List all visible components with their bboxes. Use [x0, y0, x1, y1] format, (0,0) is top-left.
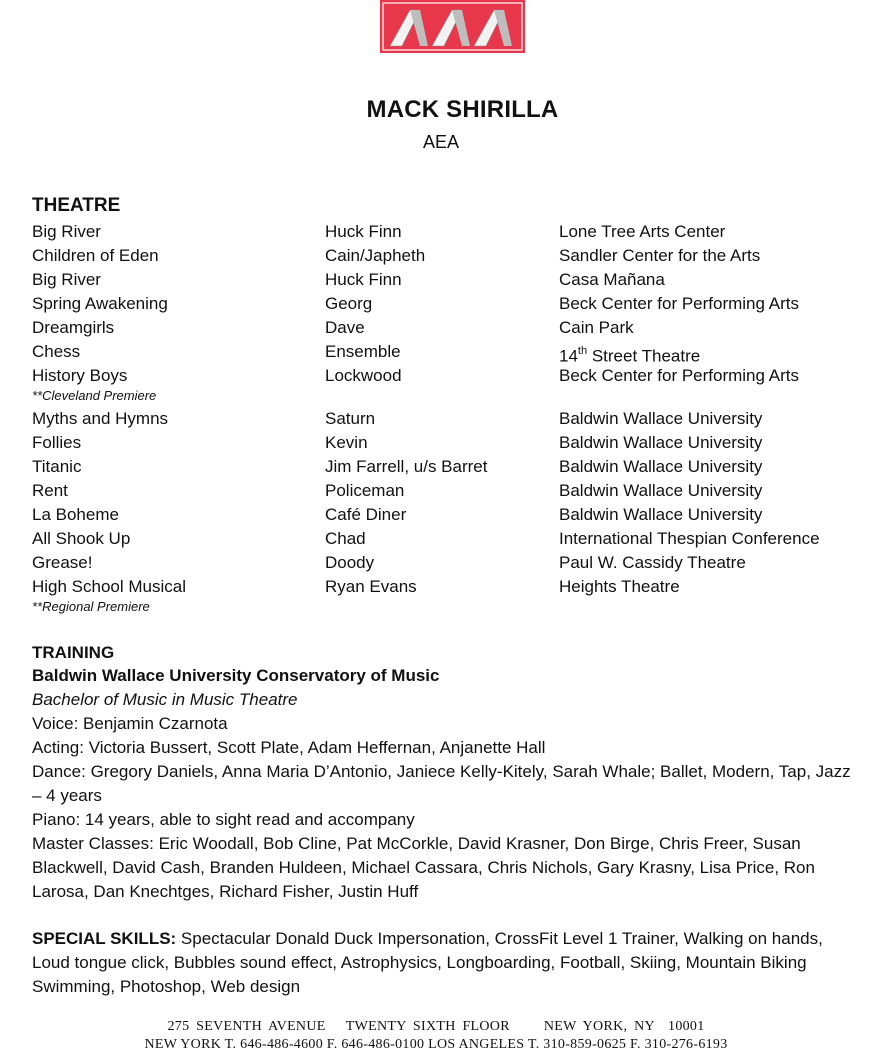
credit-role: Café Diner: [325, 505, 407, 524]
credit-row: [0, 527, 872, 551]
credit-show: Chess: [32, 342, 81, 361]
credit-show: Dreamgirls: [32, 318, 115, 337]
union-affiliation: AEA: [423, 132, 460, 152]
credit-show: Titanic: [32, 457, 82, 476]
credit-venue: Baldwin Wallace University: [559, 433, 763, 452]
credit-venue: Baldwin Wallace University: [559, 481, 763, 500]
credit-show: Follies: [32, 433, 82, 452]
credit-role: Ensemble: [325, 342, 401, 361]
training-dance: Dance: Gregory Daniels, Anna Maria D’Antonio, Janiece Kelly-Kitely, Sarah Whale; Ballet, Modern, Tap, Jazz – 4 years: [32, 762, 851, 805]
credit-venue: Baldwin Wallace University: [559, 457, 763, 476]
credit-show: Big River: [32, 270, 101, 289]
credit-row: [0, 292, 872, 316]
training-degree: Bachelor of Music in Music Theatre: [32, 690, 298, 709]
credit-venue: Sandler Center for the Arts: [559, 246, 761, 265]
credit-role: Cain/Japheth: [325, 246, 426, 265]
credit-row: [0, 575, 872, 599]
credit-venue: Baldwin Wallace University: [559, 409, 763, 428]
premiere-note: **Regional Premiere: [32, 599, 150, 614]
training-master-classes: Master Classes: Eric Woodall, Bob Cline, Pat McCorkle, David Krasner, Don Birge, Chris Freer, Susan Blackwell, David Cash, Branden Huldeen, Michael Cassara, Chris Nichols, Gary Krasny, Lisa Price, Ron Larosa, Dan Knechtges, Richard Fisher, Justin Huff: [32, 834, 815, 901]
credit-row: [0, 220, 872, 244]
credit-venue: Beck Center for Performing Arts: [559, 294, 799, 313]
credit-role: Kevin: [325, 433, 368, 452]
credit-row: [0, 479, 872, 503]
credit-role: Lockwood: [325, 366, 402, 385]
credit-venue: International Thespian Conference: [559, 529, 820, 548]
credit-show: Grease!: [32, 553, 93, 572]
training-voice: Voice: Benjamin Czarnota: [32, 714, 228, 733]
credit-row: [0, 455, 872, 479]
credit-role: Ryan Evans: [325, 577, 417, 596]
credit-show: Children of Eden: [32, 246, 159, 265]
credit-show: Rent: [32, 481, 68, 500]
venue-number: 14: [559, 346, 578, 366]
credit-row: [0, 407, 872, 431]
training-details: [32, 664, 852, 904]
special-skills-label: SPECIAL SKILLS:: [32, 929, 177, 948]
credit-row: [0, 431, 872, 455]
agency-phone-numbers: NEW YORK T. 646-486-4600 F. 646-486-0100 LOS ANGELES T. 310-859-0625 F. 310-276-6193: [144, 1037, 728, 1052]
credit-show: Myths and Hymns: [32, 409, 169, 428]
credit-role: Saturn: [325, 409, 376, 428]
training-acting: Acting: Victoria Bussert, Scott Plate, Adam Heffernan, Anjanette Hall: [32, 738, 546, 757]
special-skills-text: Spectacular Donald Duck Impersonation, CrossFit Level 1 Trainer, Walking on hands, Loud tongue click, Bubbles sound effect, Astrophysics, Longboarding, Football, Skiing, Mountain Biking Swimming, Photoshop, Web design: [32, 929, 823, 996]
credit-row: [0, 340, 872, 364]
credit-show: Spring Awakening: [32, 294, 168, 313]
credit-show: High School Musical: [32, 577, 187, 596]
credit-role: Dave: [325, 318, 365, 337]
credit-row: [0, 551, 872, 575]
credit-role: Jim Farrell, u/s Barret: [325, 457, 488, 476]
credit-venue: Casa Mañana: [559, 270, 665, 289]
theatre-section-title: THEATRE: [32, 195, 121, 216]
credit-row: [0, 503, 872, 527]
credit-venue: Cain Park: [559, 318, 634, 337]
credit-venue: Heights Theatre: [559, 577, 680, 596]
credit-row: [0, 268, 872, 292]
training-school: Baldwin Wallace University Conservatory of Music: [32, 666, 440, 685]
credit-show: History Boys: [32, 366, 128, 385]
special-skills: [32, 927, 852, 999]
credit-show: Big River: [32, 222, 101, 241]
venue-ordinal-suffix: th: [577, 345, 588, 357]
venue-name-rest: Street Theatre: [587, 346, 701, 366]
training-section-title: TRAINING: [32, 643, 115, 662]
credit-venue: Baldwin Wallace University: [559, 505, 763, 524]
credit-role: Georg: [325, 294, 373, 313]
credit-venue: Paul W. Cassidy Theatre: [559, 553, 746, 572]
credit-row: [0, 364, 872, 388]
credit-venue: Lone Tree Arts Center: [559, 222, 726, 241]
credit-show: La Boheme: [32, 505, 119, 524]
premiere-note: **Cleveland Premiere: [32, 388, 157, 403]
agency-address: 275 SEVENTH AVENUE TWENTY SIXTH FLOOR NEW YORK, NY 10001: [167, 1019, 705, 1034]
credit-row: [0, 244, 872, 268]
credit-venue: Beck Center for Performing Arts: [559, 366, 799, 385]
performer-name: MACK SHIRILLA: [366, 96, 559, 123]
credit-role: Policeman: [325, 481, 405, 500]
credit-show: All Shook Up: [32, 529, 131, 548]
training-piano: Piano: 14 years, able to sight read and accompany: [32, 810, 415, 829]
credit-role: Huck Finn: [325, 270, 402, 289]
credit-role: Huck Finn: [325, 222, 402, 241]
credit-role: Doody: [325, 553, 375, 572]
credit-role: Chad: [325, 529, 366, 548]
aaa-logo: [380, 0, 525, 53]
credit-row: [0, 316, 872, 340]
